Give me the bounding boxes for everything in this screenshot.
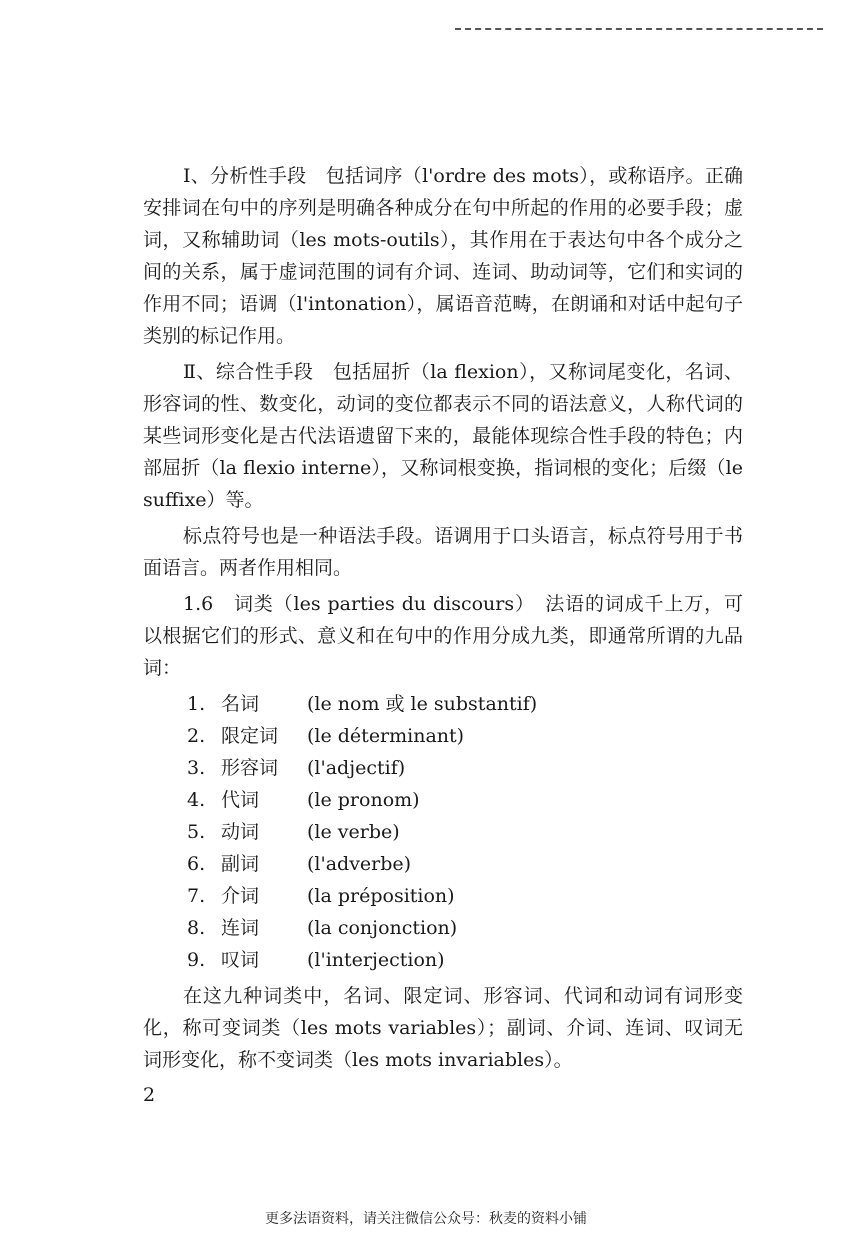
list-french-term: (l'interjection) <box>307 949 445 971</box>
list-item <box>143 784 743 816</box>
list-chinese-term: 介词 <box>221 885 260 907</box>
list-chinese-term: 形容词 <box>221 757 279 779</box>
list-number: 6. <box>187 853 206 875</box>
top-dashed-rule <box>455 28 823 30</box>
list-french-term: (le déterminant) <box>307 725 465 747</box>
list-number: 8. <box>187 917 206 939</box>
paragraph-punctuation: 标点符号也是一种语法手段。语调用于口头语言，标点符号用于书面语言。两者作用相同。 <box>143 525 743 579</box>
word-class-list <box>143 688 743 976</box>
paragraph-synthetic-means: Ⅱ、综合性手段 包括屈折（la flexion），又称词尾变化，名词、形容词的性、数变化，动词的变位都表示不同的语法意义，人称代词的某些词形变化是古代法语遗留下来的，最能体现综合性手段的特色；内部屈折（la flexio interne），又称词根变换，指词根的变化；后缀（le suffixe）等。 <box>143 361 743 511</box>
list-french-term: (la préposition) <box>307 885 455 907</box>
list-item <box>143 720 743 752</box>
list-item <box>143 880 743 912</box>
list-french-term: (l'adjectif) <box>307 757 406 779</box>
list-item <box>143 848 743 880</box>
list-number: 3. <box>187 757 206 779</box>
list-item <box>143 688 743 720</box>
list-chinese-term: 副词 <box>221 853 260 875</box>
list-item <box>143 816 743 848</box>
list-french-term: (le verbe) <box>307 821 400 843</box>
list-number: 1. <box>187 693 206 715</box>
paragraph-analytic-means: Ⅰ、分析性手段 包括词序（l'ordre des mots），或称语序。正确安排词在句中的序列是明确各种成分在句中所起的作用的必要手段；虚词，又称辅助词（les mots-outils），其作用在于表达句中各个成分之间的关系，属于虚词范围的词有介词、连词、助动词等，它们和实词的作用不同；语调（l'intonation），属语音范畴，在朗诵和对话中起句子类别的标记作用。 <box>143 165 743 347</box>
paragraph-word-classes-intro: 1.6 词类（les parties du discours） 法语的词成千上万，可以根据它们的形式、意义和在句中的作用分成九类，即通常所谓的九品词： <box>143 593 743 679</box>
list-chinese-term: 代词 <box>221 789 260 811</box>
list-chinese-term: 名词 <box>221 693 260 715</box>
list-number: 7. <box>187 885 206 907</box>
list-number: 2. <box>187 725 206 747</box>
list-chinese-term: 动词 <box>221 821 260 843</box>
body-text <box>143 160 743 1076</box>
list-item <box>143 752 743 784</box>
list-item <box>143 912 743 944</box>
list-french-term: (le nom 或 le substantif) <box>307 693 538 715</box>
paragraph-variable-invariable: 在这九种词类中，名词、限定词、形容词、代词和动词有词形变化，称可变词类（les mots variables）；副词、介词、连词、叹词无词形变化，称不变词类（les mots invariables）。 <box>143 985 743 1071</box>
list-french-term: (le pronom) <box>307 789 420 811</box>
list-chinese-term: 连词 <box>221 917 260 939</box>
list-number: 9. <box>187 949 206 971</box>
list-french-term: (l'adverbe) <box>307 853 412 875</box>
list-number: 4. <box>187 789 206 811</box>
list-chinese-term: 叹词 <box>221 949 260 971</box>
page-number: 2 <box>143 1084 156 1106</box>
list-item <box>143 944 743 976</box>
list-french-term: (la conjonction) <box>307 917 458 939</box>
list-number: 5. <box>187 821 206 843</box>
footer-note: 更多法语资料，请关注微信公众号：秋麦的资料小铺 <box>265 1211 587 1227</box>
list-chinese-term: 限定词 <box>221 725 279 747</box>
